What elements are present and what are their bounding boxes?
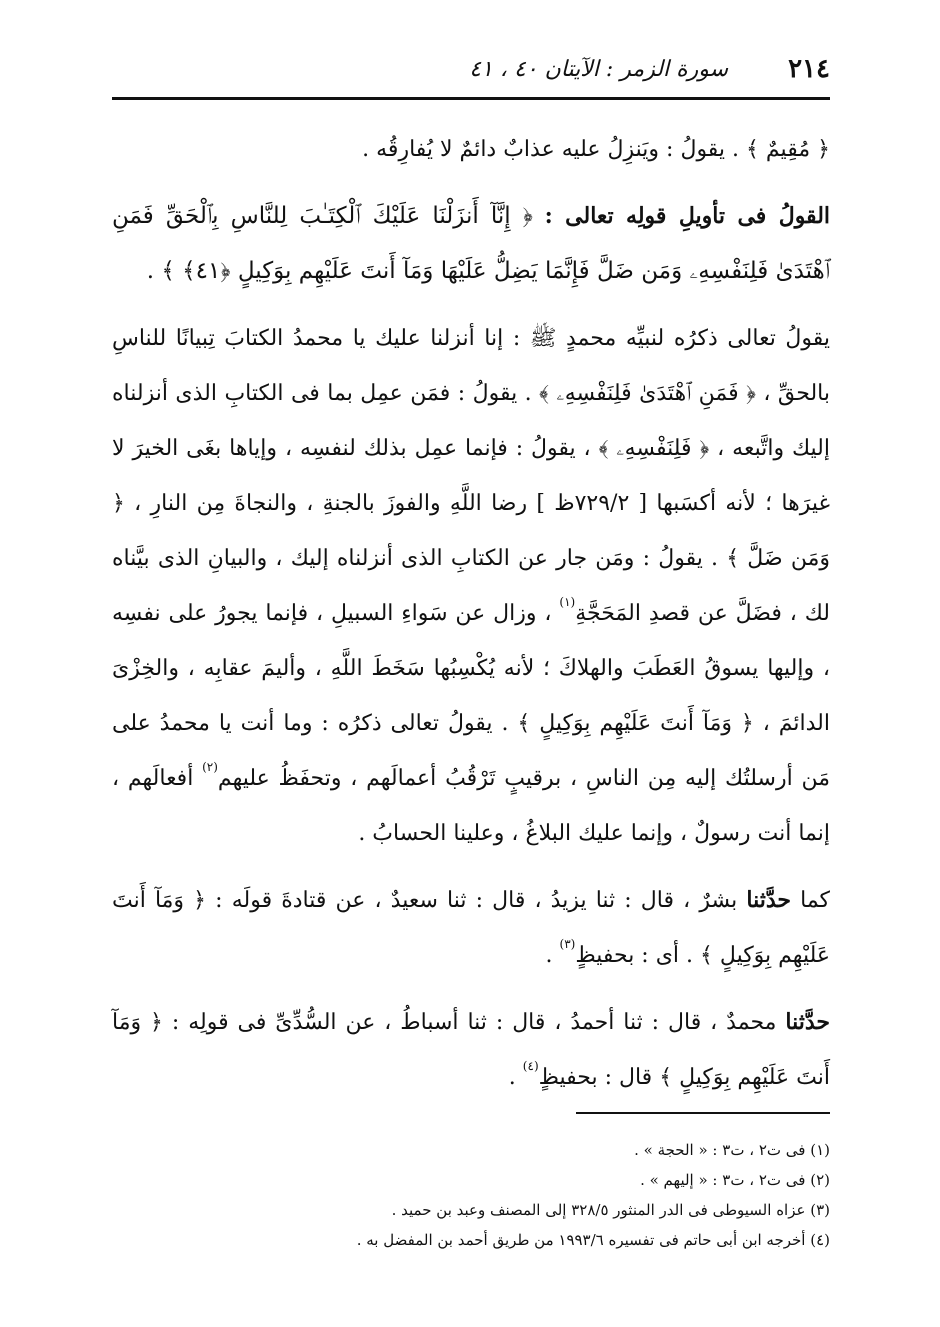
heading-verse: ﴿ إِنَّآ أَنزَلْنَا عَلَيْكَ ٱلْكِتَـٰبَ لِلنَّاسِ بِٱلْحَقِّ فَمَنِ ٱهْتَدَىٰ فَلِنَفْسِهِۦ وَمَن ضَلَّ فَإِنَّمَا يَضِلُّ عَلَيْهَا وَمَآ أَنتَ عَلَيْهِم بِوَكِيلٍ ﴿٤١﴾ ﴾ . [112, 203, 830, 284]
footnote-ref-1[interactable]: (١) [559, 595, 576, 609]
continuation-text: ﴿ مُقِيمٌ ﴾ . يقولُ : ويَنزِلُ عليه عذابٌ دائمٌ لا يُفارِقُه . [362, 137, 830, 162]
narration-1-text: بشرٌ ، قال : ثنا يزيدُ ، قال : ثنا سعيدٌ ، عن قتادةَ قولَه : ﴿ وَمَآ أَنتَ عَلَيْهِم بِوَكِيلٍ ﴾ . أى : بحفيظٍ [112, 888, 830, 968]
narration-1-haddathana: حدَّثنا [746, 887, 791, 913]
narration-2-end: . [508, 1065, 516, 1090]
narration-paragraph-2 [112, 995, 830, 1105]
page-number: ٢١٤ [788, 54, 830, 84]
footnote-ref-4[interactable]: (٤) [522, 1059, 539, 1073]
main-text [112, 122, 830, 1105]
commentary-text-c: أفعالَهم ، إنما أنت رسولٌ ، وإنما عليك البلاغُ ، وعلينا الحسابُ . [112, 766, 830, 846]
footnote-ref-3[interactable]: (٣) [559, 937, 576, 951]
commentary-paragraph [112, 311, 830, 861]
running-title: سورة الزمر : الآيتان ٤٠ ، ٤١ [469, 56, 729, 82]
footnote-rule [576, 1112, 830, 1114]
commentary-text-a: يقولُ تعالى ذكرُه لنبيِّه محمدٍ ﷺ : إنا أنزلنا عليك يا محمدُ الكتابَ تِبيانًا للناسِ بالحقِّ ، ﴿ فَمَنِ ٱهْتَدَىٰ فَلِنَفْسِهِۦ ﴾ . يقولُ : فمَن عمِل بما فى الكتابِ الذى أنزلناه إليك واتَّبعه ، ﴿ فَلِنَفْسِهِۦ ﴾ ، يقولُ : فإنما عمِل بذلك لنفسِه ، وإياها بغَى الخيرَ لا غيرَها ؛ لأنه أكسَبها [ ٧٢٩/٢ظ ] رضا اللَّهِ والفوزَ بالجنةِ ، والنجاةَ مِن النارِ ، ﴿ وَمَن ضَلَّ ﴾ . يقولُ : ومَن جار عن الكتابِ الذى أنزلناه إليك ، والبيانِ الذى بيَّناه لك ، فضَلَّ عن قصدِ المَحَجَّةِ [112, 326, 830, 626]
commentary-text-b: ، وزال عن سَواءِ السبيلِ ، فإنما يجورُ على نفسِه ، وإليها يسوقُ العَطَبَ والهلاكَ ؛ لأنه يُكْسِبُها سَخَطَ اللَّهِ ، وأليمَ عقابِه ، والخِزْىَ الدائمَ ، ﴿ وَمَآ أَنتَ عَلَيْهِم بِوَكِيلٍ ﴾ . يقولُ تعالى ذكرُه : وما أنت يا محمدُ على مَن أرسلتُك إليه مِن الناسِ ، برقيبٍ تَرْقُبُ أعمالَهم ، وتحفَظُ عليهم [112, 601, 830, 791]
narration-1-intro: كما [800, 888, 831, 913]
footnote-4: (٤) أخرجه ابن أبى حاتم فى تفسيره ١٩٩٣/٦ من طريق أحمد بن المفضل به . [356, 1231, 830, 1249]
header-rule [112, 97, 830, 100]
footnotes [112, 1135, 830, 1255]
heading-label: القولُ فى تأويلِ قولِه تعالى : [544, 203, 831, 229]
narration-2-text: محمدٌ ، قال : ثنا أحمدُ ، قال : ثنا أسباطُ ، عن السُّدِّىِّ فى قولِه : ﴿ وَمَآ أَنتَ عَلَيْهِم بِوَكِيلٍ ﴾ قال : بحفيظٍ [112, 1010, 830, 1090]
narration-1-end: . [545, 943, 553, 968]
footnote-ref-2[interactable]: (٢) [202, 760, 218, 774]
running-header [112, 48, 830, 90]
narration-2-haddathana: حدَّثنا [785, 1009, 830, 1035]
narration-paragraph-1 [112, 873, 830, 983]
section-heading [112, 189, 830, 299]
footnote-1: (١) فى ت٢ ، ت٣ : « الحجة » . [634, 1141, 830, 1159]
footnote-2: (٢) فى ت٢ ، ت٣ : « إليهم » . [640, 1171, 830, 1189]
continuation-line [112, 122, 830, 177]
footnote-3: (٣) عزاه السيوطى فى الدر المنثور ٣٢٨/٥ إلى المصنف وعبد بن حميد . [391, 1201, 830, 1219]
